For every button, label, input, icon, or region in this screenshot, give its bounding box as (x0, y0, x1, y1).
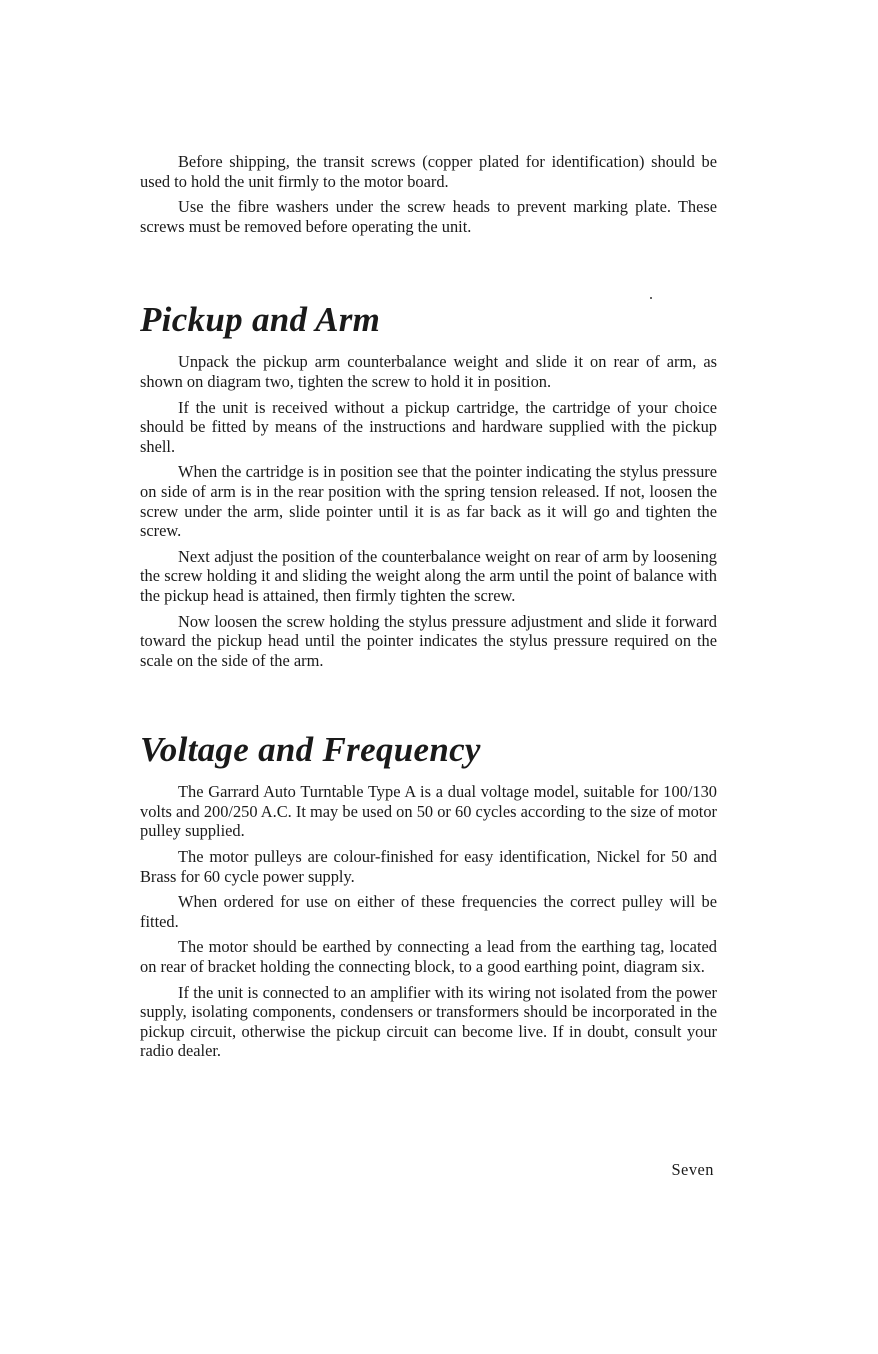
voltage-paragraph: If the unit is connected to an amplifier with its wiring not isolated from the power supply, isolating components, condensers or transformers should be incorporated in the pickup circuit, otherwise the pickup circuit can become live. If in doubt, consult your radio dealer. (140, 982, 717, 1061)
voltage-paragraph: The motor should be earthed by connecting a lead from the earthing tag, located on rear of bracket holding the connecting block, to a good earthing point, diagram six. (140, 937, 717, 977)
voltage-paragraph: When ordered for use on either of these frequencies the correct pulley will be fitted. (140, 892, 717, 931)
intro-section (140, 152, 717, 236)
print-speck (650, 297, 652, 299)
section-heading-voltage: Voltage and Frequency (140, 730, 481, 770)
intro-paragraph: Before shipping, the transit screws (copper plated for identification) should be used to hold the unit firmly to the motor board. (140, 152, 717, 191)
voltage-paragraph: The Garrard Auto Turntable Type A is a dual voltage model, suitable for 100/130 volts and 200/250 A.C. It may be used on 50 or 60 cycles according to the size of motor pulley supplied. (140, 782, 717, 841)
pickup-paragraph: Now loosen the screw holding the stylus pressure adjustment and slide it forward toward the pickup head until the pointer indicates the stylus pressure required on the scale on the side of the arm. (140, 611, 717, 670)
pickup-paragraph: When the cartridge is in position see that the pointer indicating the stylus pressure on side of arm is in the rear position with the spring tension released. If not, loosen the screw under the arm, slide pointer until it is as far back as it will go and tighten the screw. (140, 462, 717, 541)
page-body (140, 152, 717, 1067)
pickup-paragraph: Next adjust the position of the counterbalance weight on rear of arm by loosening the screw holding it and sliding the weight along the arm until the point of balance with the pickup head is attained, then firmly tighten the screw. (140, 546, 717, 605)
pickup-paragraph: Unpack the pickup arm counterbalance weight and slide it on rear of arm, as shown on diagram two, tighten the screw to hold it in position. (140, 352, 717, 391)
page-number: Seven (671, 1160, 714, 1179)
intro-paragraph: Use the fibre washers under the screw heads to prevent marking plate. These screws must be removed before operating the unit. (140, 197, 717, 236)
section-heading-pickup: Pickup and Arm (140, 300, 381, 340)
voltage-paragraph: The motor pulleys are colour-finished for easy identification, Nickel for 50 and Brass for 60 cycle power supply. (140, 847, 717, 886)
pickup-section (140, 300, 717, 670)
voltage-section (140, 730, 717, 1061)
pickup-paragraph: If the unit is received without a pickup cartridge, the cartridge of your choice should be fitted by means of the instructions and hardware supplied with the pickup shell. (140, 397, 717, 456)
